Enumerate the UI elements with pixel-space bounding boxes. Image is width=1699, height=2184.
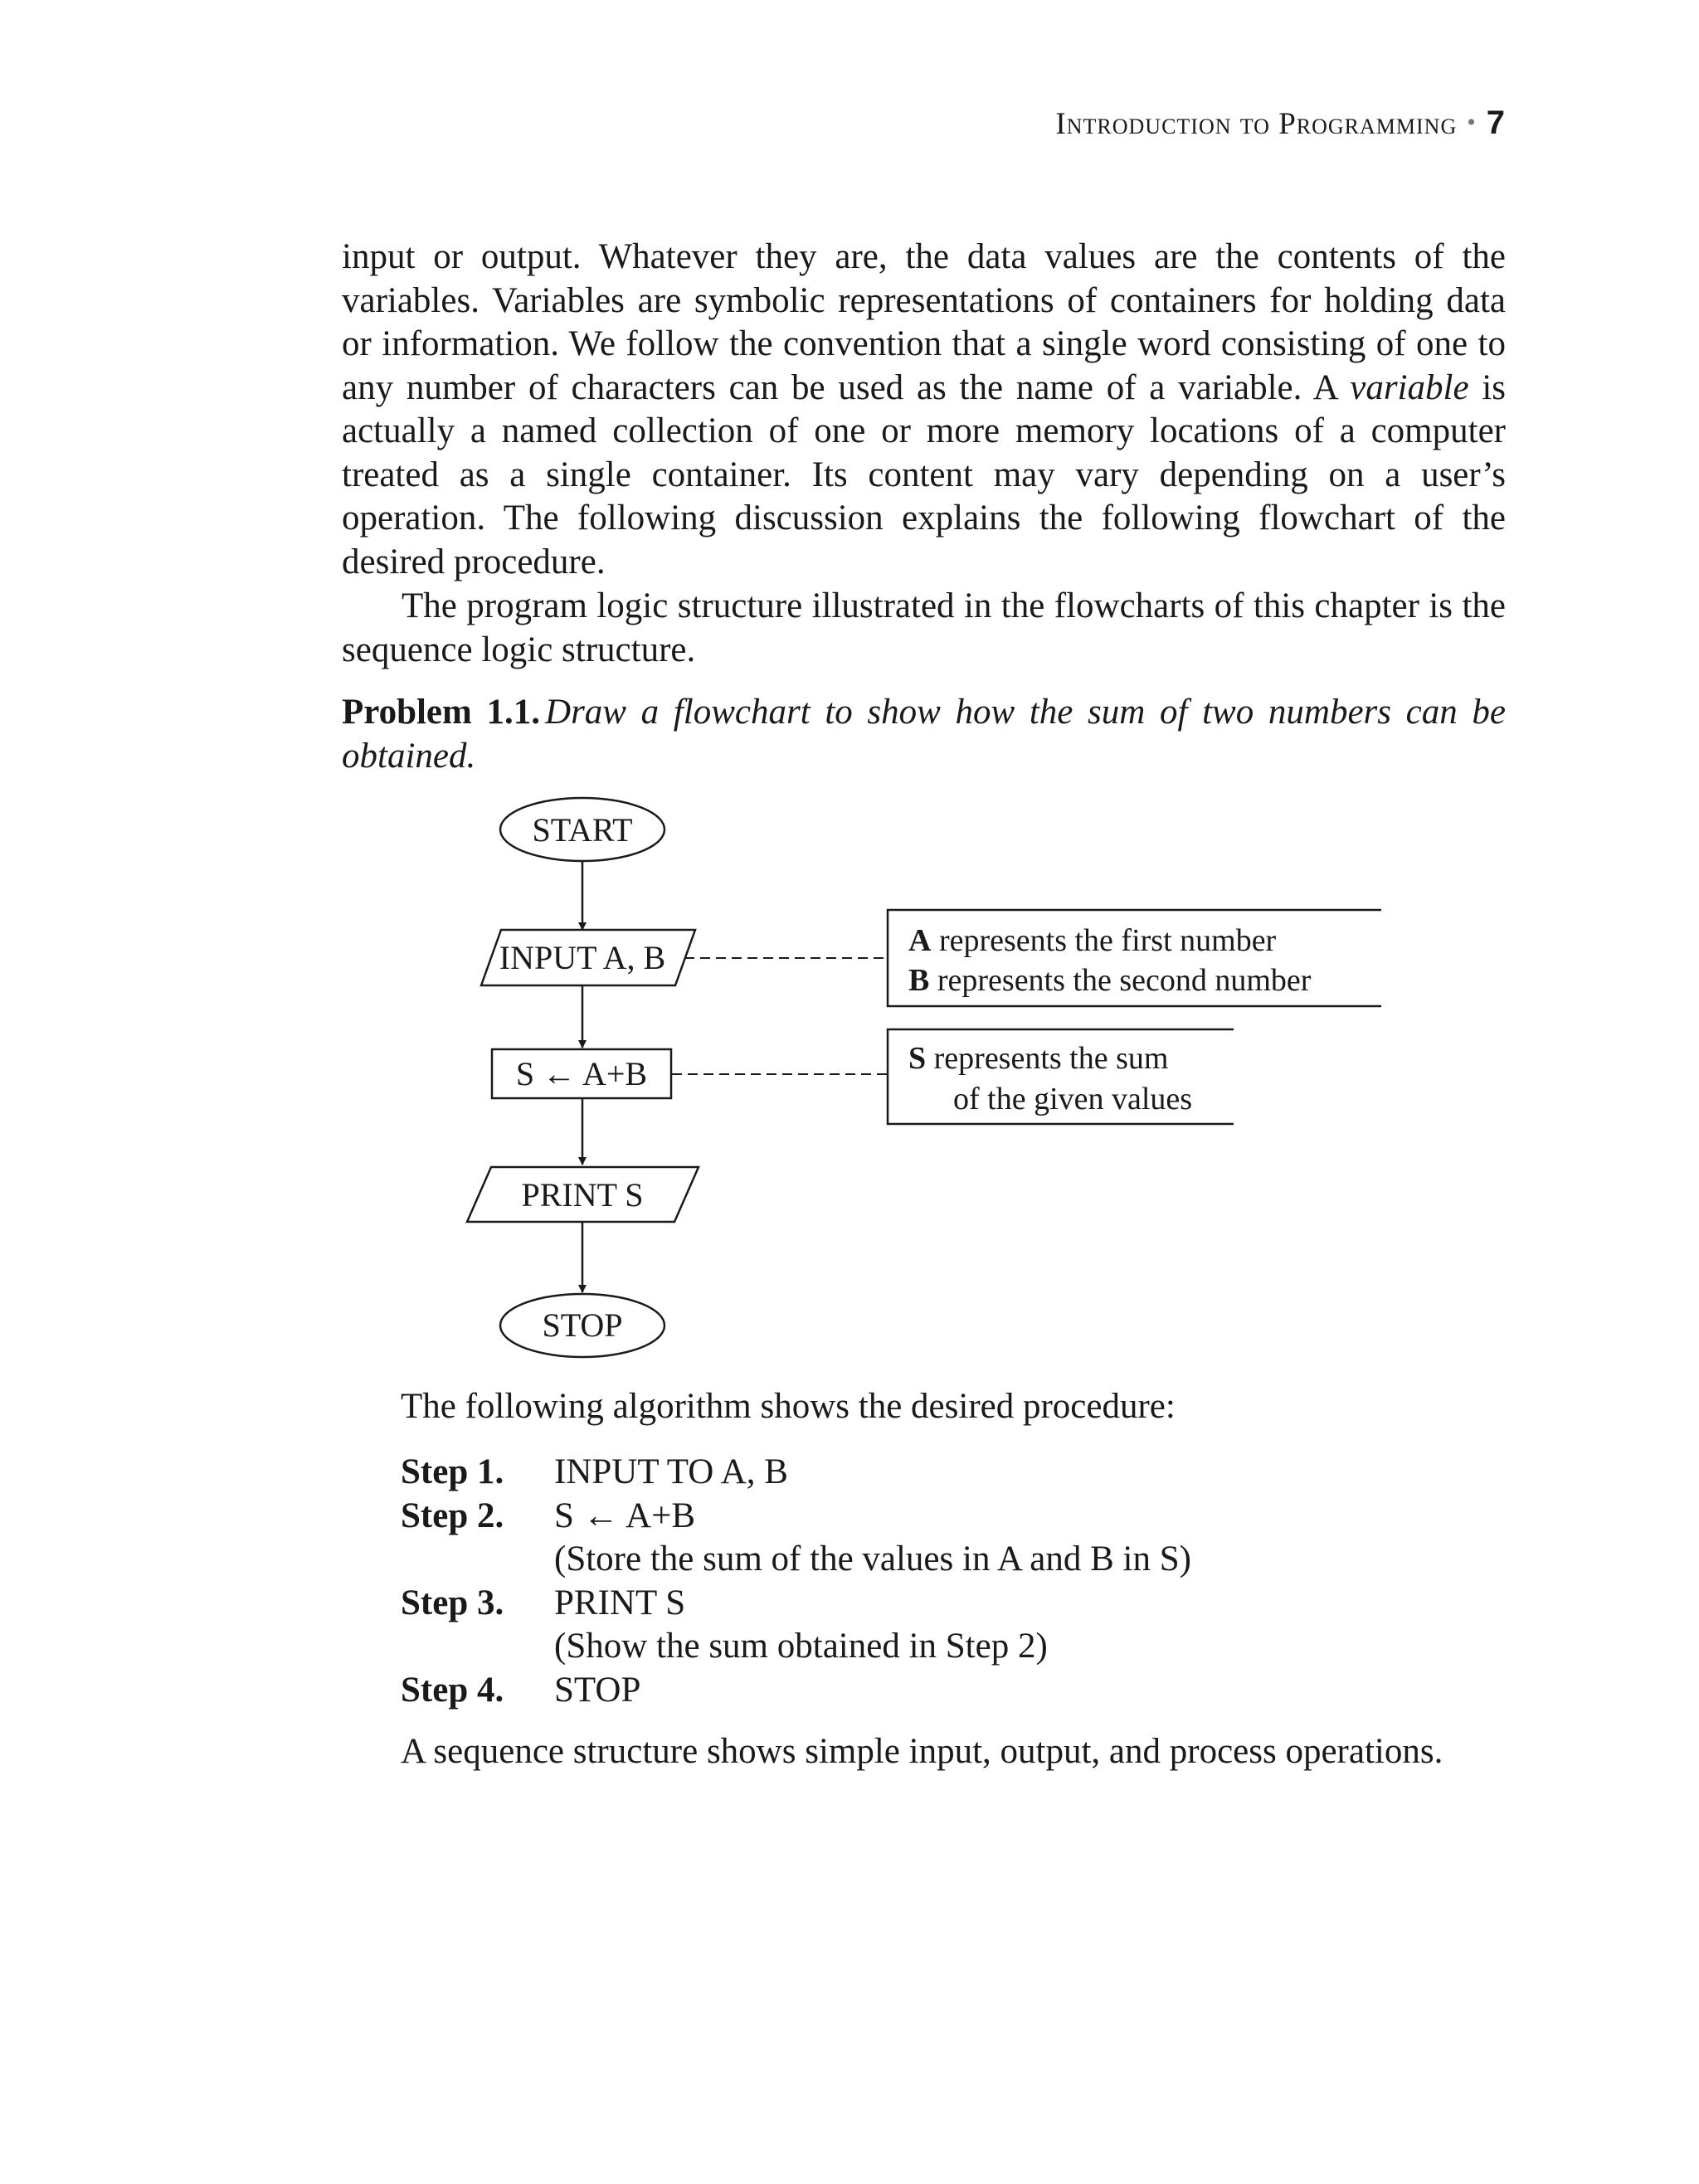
step-text: STOP [554, 1670, 641, 1710]
step-3 [401, 1582, 1191, 1626]
annotation-1-text-b: represents the second number [929, 963, 1312, 998]
annotation-1-line-1 [908, 923, 1277, 958]
annotation-1-text-a: represents the first number [931, 923, 1277, 958]
stop-label: STOP [542, 1306, 623, 1344]
body-paragraph-1 [342, 236, 1506, 584]
step-label: Step 4. [401, 1670, 504, 1710]
step-label: Step 3. [401, 1583, 504, 1622]
step-3-note: (Show the sum obtained in Step 2) [554, 1627, 1048, 1666]
step-2 [401, 1495, 1191, 1539]
annotation-2-line-2: of the given values [953, 1082, 1193, 1116]
annotation-1-var-b: B [908, 963, 930, 998]
annotation-1-var-a: A [908, 923, 932, 958]
algorithm-steps [401, 1451, 1191, 1712]
flowchart [448, 792, 1394, 1377]
bullet-icon: • [1467, 109, 1477, 136]
step-4 [401, 1669, 1191, 1713]
problem-label: Problem 1.1. [342, 693, 541, 732]
closing-sentence: A sequence structure shows simple input, output, and process operations. [401, 1732, 1443, 1771]
problem-text: Draw a flowchart to show how the sum of two numbers can be obtained. [342, 693, 1506, 776]
problem-statement [342, 691, 1506, 778]
body-paragraph-2: The program logic structure illustrated in the flowcharts of this chapter is the sequence logic structure. [342, 586, 1506, 669]
step-label: Step 2. [401, 1496, 504, 1535]
running-head [1055, 105, 1506, 142]
step-text: INPUT TO A, B [554, 1452, 788, 1491]
annotation-2-var-s: S [908, 1041, 927, 1076]
start-label: START [532, 811, 633, 849]
step-text: S ← A+B [554, 1496, 696, 1535]
step-text: PRINT S [554, 1583, 686, 1622]
running-head-title: Introduction to Programming [1055, 107, 1458, 141]
input-label: INPUT A, B [499, 939, 666, 976]
annotation-2-line-1 [908, 1041, 1168, 1076]
annotation-1-line-2 [908, 963, 1312, 998]
paragraph-1-part-2: is actually a named collection of one or more memory locations of a computer treated as a single container. Its content may vary depending on a user’s operation. The following discussion explains the following flowchart of the desired procedure. [342, 367, 1506, 581]
page-number: 7 [1486, 105, 1506, 141]
output-label: PRINT S [521, 1176, 644, 1214]
step-2-note: (Store the sum of the values in A and B in S) [554, 1540, 1191, 1578]
annotation-2-text-s: represents the sum [926, 1041, 1169, 1076]
step-label: Step 1. [401, 1452, 504, 1491]
algorithm-intro: The following algorithm shows the desired procedure: [401, 1387, 1176, 1426]
process-label: S ← A+B [515, 1055, 648, 1092]
paragraph-1-emphasis: variable [1350, 367, 1469, 407]
step-1 [401, 1451, 1191, 1495]
paragraph-1-part-1: input or output. Whatever they are, the data values are the contents of the variables. Variables are symbolic representations of containers for holding data or information. We follow the convention that a single word consisting of one to any number of characters can be used as the name of a variable. A [342, 237, 1506, 407]
